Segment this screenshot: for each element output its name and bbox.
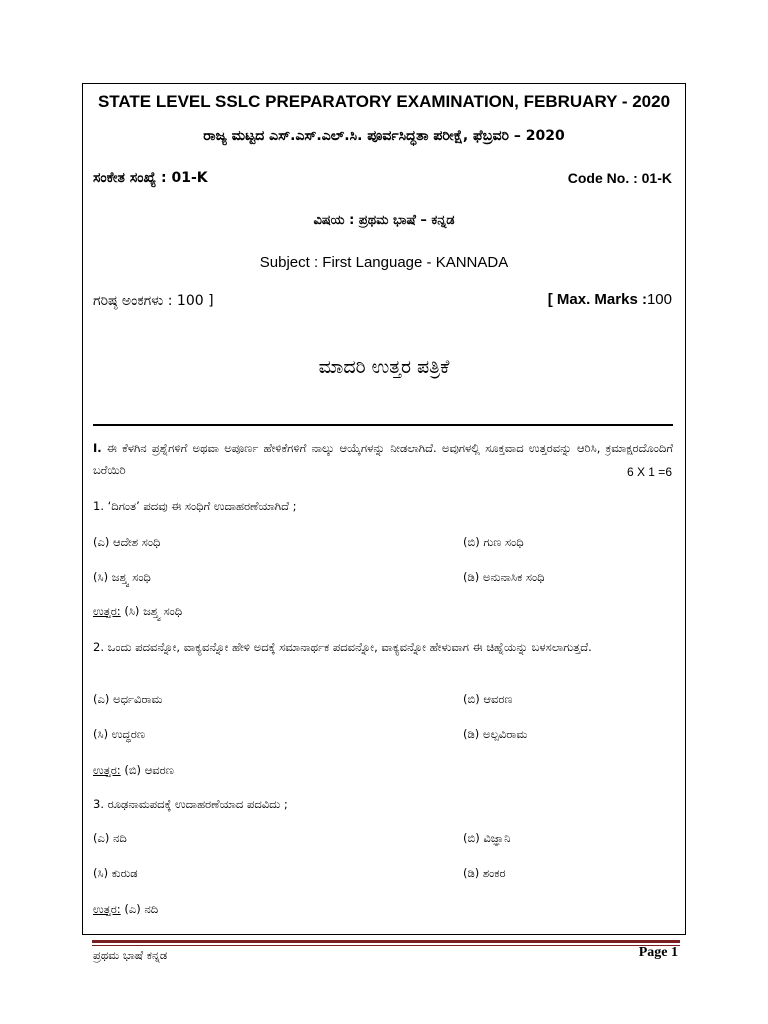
code-number: Code No. : 01-K xyxy=(567,170,672,186)
question-2-option-a: (ಎ) ಅರ್ಧವಿರಾಮ xyxy=(93,692,163,706)
question-3-option-d: (ಡಿ) ಶಂಕರ xyxy=(463,866,506,880)
max-marks-kannada: ಗರಿಷ್ಠ ಅಂಕಗಳು : 100 ] xyxy=(93,293,214,309)
answer-label: ಉತ್ತರ: xyxy=(93,763,121,777)
subject-kannada: ವಿಷಯ : ಪ್ರಥಮ ಭಾಷೆ – ಕನ್ನಡ xyxy=(313,213,455,228)
question-2-option-b: (ಬಿ) ಆವರಣ xyxy=(463,692,513,706)
question-1-option-c: (ಸಿ) ಜಶ್ತ್ವ ಸಂಧಿ xyxy=(93,570,151,584)
section-score: 6 X 1 =6 xyxy=(626,465,672,479)
question-1-text: 1. ‘ದಿಗಂತ’ ಪದವು ಈ ಸಂಧಿಗೆ ಉದಾಹರಣೆಯಾಗಿದೆ ; xyxy=(93,499,297,513)
footer-rule-thin xyxy=(92,945,680,946)
max-marks xyxy=(548,291,672,308)
section-instructions xyxy=(93,437,673,481)
question-3-answer xyxy=(93,902,158,917)
question-3-option-a: (ಎ) ನದಿ xyxy=(93,831,127,845)
question-1-answer xyxy=(93,604,182,619)
section-number: I. xyxy=(93,441,102,455)
max-marks-prefix: [ xyxy=(547,291,557,308)
question-1-option-d: (ಡಿ) ಅನುನಾಸಿಕ ಸಂಧಿ xyxy=(463,570,545,584)
max-marks-value: 100 xyxy=(646,291,672,308)
question-2-option-d: (ಡಿ) ಅಲ್ಪವಿರಾಮ xyxy=(463,727,528,741)
question-1-option-b: (ಬಿ) ಗುಣ ಸಂಧಿ xyxy=(463,535,524,549)
answer-label: ಉತ್ತರ: xyxy=(93,604,121,618)
answer-value: (ಸಿ) ಜಶ್ತ್ವ ಸಂಧಿ xyxy=(120,604,183,618)
question-1-option-a: (ಎ) ಆದೇಶ ಸಂಧಿ xyxy=(93,535,161,549)
footer-subject: ಪ್ರಥಮ ಭಾಷೆ ಕನ್ನಡ xyxy=(93,948,168,962)
subject: Subject : First Language - KANNADA xyxy=(259,254,509,271)
question-3-option-c: (ಸಿ) ಕುರುಡ xyxy=(93,866,138,880)
question-2-option-c: (ಸಿ) ಉದ್ಧರಣ xyxy=(93,727,145,741)
exam-title-kannada: ರಾಜ್ಯ ಮಟ್ಟದ ಎಸ್.ಎಸ್.ಎಲ್.ಸಿ. ಪೂರ್ವಸಿದ್ಧತಾ ಪರೀಕ್ಷೆ, ಫೆಬ್ರವರಿ – 2020 xyxy=(203,128,565,144)
code-number-kannada: ಸಂಕೇತ ಸಂಖ್ಯೆ : 01-K xyxy=(93,170,208,186)
max-marks-label: Max. Marks : xyxy=(556,291,647,308)
question-2-answer xyxy=(93,763,174,778)
footer-rule-thick xyxy=(92,940,680,943)
section-instructions-text: ಈ ಕೆಳಗಿನ ಪ್ರಶ್ನೆಗಳಿಗೆ ಅಥವಾ ಅಪೂರ್ಣ ಹೇಳಿಕೆಗಳಿಗೆ ನಾಲ್ಕು ಆಯ್ಕೆಗಳನ್ನು ನೀಡಲಾಗಿದೆ. ಅವುಗಳಲ್ಲಿ ಸೂಕ್ತವಾದ ಉತ್ತರವನ್ನು ಆರಿಸಿ, ಕ್ರಮಾಕ್ಷರದೊಂದಿಗೆ ಬರೆಯಿರಿ xyxy=(93,441,674,477)
question-2-text: 2. ಒಂದು ಪದವನ್ನೋ, ವಾಕ್ಯವನ್ನೋ ಹೇಳಿ ಅದಕ್ಕೆ ಸಮಾನಾರ್ಥಕ ಪದವನ್ನೋ, ವಾಕ್ಯವನ್ನೋ ಹೇಳುವಾಗ ಈ ಚಿಹ್ನೆಯನ್ನು ಬಳಸಲಾಗುತ್ತದೆ. xyxy=(93,640,592,654)
exam-title: STATE LEVEL SSLC PREPARATORY EXAMINATION, FEBRUARY - 2020 xyxy=(97,92,671,111)
model-answer-heading: ಮಾದರಿ ಉತ್ತರ ಪತ್ರಿಕೆ xyxy=(318,356,450,378)
header-divider xyxy=(93,424,673,426)
answer-label: ಉತ್ತರ: xyxy=(93,902,121,916)
page-number: Page 1 xyxy=(638,945,678,960)
answer-value: (ಬಿ) ಆವರಣ xyxy=(120,763,174,777)
question-3-text: 3. ರೂಢನಾಮಪದಕ್ಕೆ ಉದಾಹರಣೆಯಾದ ಪದವಿದು ; xyxy=(93,797,288,811)
question-3-option-b: (ಬಿ) ವಿಜ್ಞಾನಿ xyxy=(463,831,511,845)
answer-value: (ಎ) ನದಿ xyxy=(120,902,159,916)
